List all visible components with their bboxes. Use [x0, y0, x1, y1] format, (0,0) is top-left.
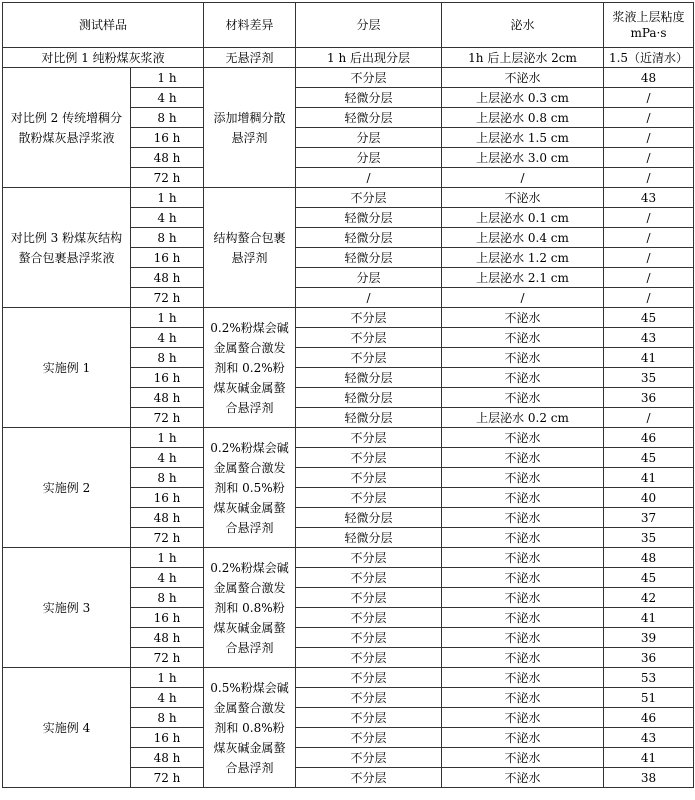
time-cell: 72 h: [131, 408, 204, 428]
table-row: [3, 188, 694, 208]
bleed-cell: 上层泌水 2.1 cm: [442, 268, 604, 288]
bleed-cell: 不泌水: [442, 568, 604, 588]
viscosity-cell: /: [604, 88, 694, 108]
bleed-cell: 上层泌水 0.3 cm: [442, 88, 604, 108]
time-cell: 8 h: [131, 708, 204, 728]
layer-cell: 不分层: [296, 708, 442, 728]
viscosity-cell: 43: [604, 728, 694, 748]
layer-cell: 轻微分层: [296, 88, 442, 108]
layer-cell: 不分层: [296, 68, 442, 88]
bleed-cell: 不泌水: [442, 668, 604, 688]
layer-cell: 不分层: [296, 348, 442, 368]
time-cell: 72 h: [131, 528, 204, 548]
bleed-cell: 不泌水: [442, 628, 604, 648]
time-cell: 1 h: [131, 308, 204, 328]
layer-cell: 轻微分层: [296, 108, 442, 128]
bleed-cell: 1h 后上层泌水 2cm: [442, 48, 604, 68]
layer-cell: 不分层: [296, 568, 442, 588]
sample-cell: 实施例 3: [3, 548, 131, 668]
viscosity-cell: 41: [604, 608, 694, 628]
bleed-cell: 不泌水: [442, 68, 604, 88]
layer-cell: /: [296, 288, 442, 308]
layer-cell: 不分层: [296, 188, 442, 208]
layer-cell: 轻微分层: [296, 228, 442, 248]
time-cell: 16 h: [131, 368, 204, 388]
bleed-cell: 上层泌水 3.0 cm: [442, 148, 604, 168]
time-cell: 16 h: [131, 608, 204, 628]
bleed-cell: 上层泌水 1.2 cm: [442, 248, 604, 268]
material-cell: 0.2%粉煤会碱金属螯合激发剂和 0.8%粉煤灰碱金属螯合悬浮剂: [204, 548, 296, 668]
layer-cell: 轻微分层: [296, 508, 442, 528]
bleed-cell: 不泌水: [442, 548, 604, 568]
bleed-cell: 不泌水: [442, 348, 604, 368]
time-cell: 8 h: [131, 108, 204, 128]
time-cell: 48 h: [131, 268, 204, 288]
bleed-cell: 不泌水: [442, 528, 604, 548]
viscosity-cell: /: [604, 228, 694, 248]
viscosity-cell: 53: [604, 668, 694, 688]
viscosity-cell: /: [604, 248, 694, 268]
table-body: [3, 3, 694, 788]
sample-cell: 对比例 1 纯粉煤灰浆液: [3, 48, 204, 68]
viscosity-cell: /: [604, 208, 694, 228]
time-cell: 1 h: [131, 428, 204, 448]
bleed-cell: 不泌水: [442, 328, 604, 348]
viscosity-cell: 40: [604, 488, 694, 508]
table-row-control-1: [3, 48, 694, 68]
layer-cell: 不分层: [296, 688, 442, 708]
header-bleed: 泌水: [442, 3, 604, 48]
viscosity-cell: 43: [604, 328, 694, 348]
time-cell: 72 h: [131, 648, 204, 668]
viscosity-cell: 45: [604, 568, 694, 588]
header-row: [3, 3, 694, 48]
viscosity-cell: /: [604, 148, 694, 168]
time-cell: 1 h: [131, 68, 204, 88]
bleed-cell: 不泌水: [442, 388, 604, 408]
material-cell: 0.5%粉煤会碱金属螯合激发剂和 0.8%粉煤灰碱金属螯合悬浮剂: [204, 668, 296, 788]
bleed-cell: 上层泌水 0.1 cm: [442, 208, 604, 228]
layer-cell: 不分层: [296, 308, 442, 328]
time-cell: 4 h: [131, 328, 204, 348]
header-material: 材料差异: [204, 3, 296, 48]
viscosity-cell: 36: [604, 648, 694, 668]
viscosity-cell: /: [604, 128, 694, 148]
material-cell: 0.2%粉煤会碱金属螯合激发剂和 0.5%粉煤灰碱金属螯合悬浮剂: [204, 428, 296, 548]
time-cell: 48 h: [131, 508, 204, 528]
viscosity-cell: 45: [604, 308, 694, 328]
time-cell: 1 h: [131, 548, 204, 568]
time-cell: 8 h: [131, 468, 204, 488]
time-cell: 8 h: [131, 228, 204, 248]
results-table: [2, 2, 694, 788]
bleed-cell: 上层泌水 0.2 cm: [442, 408, 604, 428]
bleed-cell: 不泌水: [442, 748, 604, 768]
time-cell: 16 h: [131, 728, 204, 748]
bleed-cell: 上层泌水 0.4 cm: [442, 228, 604, 248]
layer-cell: 不分层: [296, 628, 442, 648]
layer-cell: 不分层: [296, 748, 442, 768]
bleed-cell: 不泌水: [442, 588, 604, 608]
table-row: [3, 308, 694, 328]
table-row: [3, 548, 694, 568]
bleed-cell: 不泌水: [442, 468, 604, 488]
layer-cell: 不分层: [296, 488, 442, 508]
table-row: [3, 428, 694, 448]
layer-cell: 轻微分层: [296, 368, 442, 388]
viscosity-cell: /: [604, 288, 694, 308]
sample-cell: 对比例 3 粉煤灰结构螯合包裹悬浮浆液: [3, 188, 131, 308]
viscosity-cell: 45: [604, 448, 694, 468]
layer-cell: 不分层: [296, 588, 442, 608]
layer-cell: /: [296, 168, 442, 188]
time-cell: 4 h: [131, 208, 204, 228]
bleed-cell: /: [442, 168, 604, 188]
bleed-cell: 不泌水: [442, 428, 604, 448]
viscosity-cell: /: [604, 168, 694, 188]
bleed-cell: 不泌水: [442, 488, 604, 508]
header-layer: 分层: [296, 3, 442, 48]
time-cell: 4 h: [131, 448, 204, 468]
time-cell: 16 h: [131, 128, 204, 148]
layer-cell: 不分层: [296, 468, 442, 488]
layer-cell: 轻微分层: [296, 208, 442, 228]
time-cell: 4 h: [131, 688, 204, 708]
bleed-cell: 不泌水: [442, 728, 604, 748]
viscosity-cell: 36: [604, 388, 694, 408]
layer-cell: 分层: [296, 148, 442, 168]
layer-cell: 不分层: [296, 448, 442, 468]
viscosity-cell: /: [604, 108, 694, 128]
material-cell: 添加增稠分散悬浮剂: [204, 68, 296, 188]
time-cell: 4 h: [131, 88, 204, 108]
viscosity-cell: 41: [604, 468, 694, 488]
time-cell: 72 h: [131, 288, 204, 308]
viscosity-cell: /: [604, 408, 694, 428]
layer-cell: 不分层: [296, 668, 442, 688]
sample-cell: 实施例 2: [3, 428, 131, 548]
material-cell: 无悬浮剂: [204, 48, 296, 68]
bleed-cell: 不泌水: [442, 188, 604, 208]
bleed-cell: 不泌水: [442, 508, 604, 528]
layer-cell: 不分层: [296, 728, 442, 748]
bleed-cell: /: [442, 288, 604, 308]
viscosity-cell: 37: [604, 508, 694, 528]
time-cell: 4 h: [131, 568, 204, 588]
bleed-cell: 不泌水: [442, 688, 604, 708]
viscosity-cell: 48: [604, 548, 694, 568]
viscosity-cell: 43: [604, 188, 694, 208]
time-cell: 48 h: [131, 748, 204, 768]
time-cell: 48 h: [131, 148, 204, 168]
layer-cell: 不分层: [296, 328, 442, 348]
bleed-cell: 上层泌水 1.5 cm: [442, 128, 604, 148]
viscosity-cell: 35: [604, 528, 694, 548]
time-cell: 16 h: [131, 248, 204, 268]
viscosity-cell: 39: [604, 628, 694, 648]
viscosity-cell: /: [604, 268, 694, 288]
layer-cell: 分层: [296, 128, 442, 148]
bleed-cell: 不泌水: [442, 308, 604, 328]
layer-cell: 分层: [296, 268, 442, 288]
time-cell: 48 h: [131, 628, 204, 648]
sample-cell: 对比例 2 传统增稠分散粉煤灰悬浮浆液: [3, 68, 131, 188]
bleed-cell: 不泌水: [442, 608, 604, 628]
layer-cell: 不分层: [296, 548, 442, 568]
material-cell: 结构螯合包裹悬浮剂: [204, 188, 296, 308]
sample-cell: 实施例 1: [3, 308, 131, 428]
layer-cell: 轻微分层: [296, 248, 442, 268]
sample-cell: 实施例 4: [3, 668, 131, 788]
table-row: [3, 68, 694, 88]
bleed-cell: 不泌水: [442, 368, 604, 388]
viscosity-cell: 46: [604, 708, 694, 728]
material-cell: 0.2%粉煤会碱金属螯合激发剂和 0.2%粉煤灰碱金属螯合悬浮剂: [204, 308, 296, 428]
bleed-cell: 上层泌水 0.8 cm: [442, 108, 604, 128]
time-cell: 8 h: [131, 588, 204, 608]
table-row: [3, 668, 694, 688]
layer-cell: 不分层: [296, 608, 442, 628]
bleed-cell: 不泌水: [442, 708, 604, 728]
layer-cell: 不分层: [296, 648, 442, 668]
layer-cell: 不分层: [296, 428, 442, 448]
bleed-cell: 不泌水: [442, 768, 604, 788]
time-cell: 72 h: [131, 768, 204, 788]
bleed-cell: 不泌水: [442, 648, 604, 668]
viscosity-cell: 46: [604, 428, 694, 448]
layer-cell: 轻微分层: [296, 528, 442, 548]
layer-cell: 1 h 后出现分层: [296, 48, 442, 68]
viscosity-cell: 41: [604, 348, 694, 368]
viscosity-cell: 51: [604, 688, 694, 708]
header-sample: 测试样品: [3, 3, 204, 48]
time-cell: 72 h: [131, 168, 204, 188]
viscosity-cell: 38: [604, 768, 694, 788]
layer-cell: 不分层: [296, 768, 442, 788]
bleed-cell: 不泌水: [442, 448, 604, 468]
viscosity-cell: 48: [604, 68, 694, 88]
viscosity-cell: 41: [604, 748, 694, 768]
layer-cell: 轻微分层: [296, 388, 442, 408]
time-cell: 48 h: [131, 388, 204, 408]
header-viscosity: 浆液上层粘度 mPa·s: [604, 3, 694, 48]
time-cell: 8 h: [131, 348, 204, 368]
time-cell: 1 h: [131, 668, 204, 688]
time-cell: 16 h: [131, 488, 204, 508]
viscosity-cell: 35: [604, 368, 694, 388]
viscosity-cell: 42: [604, 588, 694, 608]
viscosity-cell: 1.5（近清水）: [604, 48, 694, 68]
layer-cell: 轻微分层: [296, 408, 442, 428]
time-cell: 1 h: [131, 188, 204, 208]
